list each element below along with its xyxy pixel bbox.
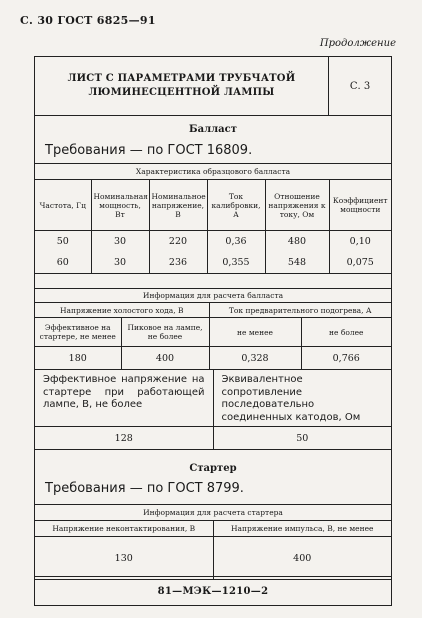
column-header: Коэффициент мощности: [332, 196, 388, 214]
effective-voltage-label: Эффективное напряжение на стартере при работающей лампе, В, не более: [35, 370, 214, 426]
column-header: Ток калибровки, А: [207, 180, 265, 231]
equivalent-resistance-label: Эквивалентное сопротивление последовательно соединенных катодов, Ом: [221, 374, 361, 423]
page-header: С. 30 ГОСТ 6825—91: [20, 14, 156, 27]
column-header: не более: [301, 318, 391, 347]
table-cell: 180: [35, 347, 121, 370]
table-cell: 548: [265, 252, 329, 274]
sheet-number: С. 3: [349, 80, 371, 92]
column-header: Напряжение холостого хода, В: [35, 303, 209, 318]
table-cell: 0,075: [329, 252, 391, 274]
table-cell: 60: [35, 252, 91, 274]
table-cell: 400: [213, 537, 391, 580]
column-header: не менее: [209, 318, 301, 347]
table-cell: 30: [91, 252, 149, 274]
column-header: Номинальное напряжение, В: [149, 180, 207, 231]
table-cell: 130: [35, 537, 213, 580]
ballast-requirement: Требования — по ГОСТ 16809.: [45, 143, 253, 158]
table-cell: 400: [121, 347, 209, 370]
column-header: Частота, Гц: [35, 180, 91, 231]
table-caption: Информация для расчета стартера: [35, 505, 391, 521]
table-caption: Информация для расчета балласта: [35, 289, 391, 303]
table-row: [35, 231, 391, 253]
continuation-label: Продолжение: [319, 38, 396, 49]
table-cell: 0,355: [207, 252, 265, 274]
column-header: Пиковое на лампе, не более: [121, 318, 209, 347]
ballast-heading: Балласт: [189, 124, 237, 135]
table-cell: 0,10: [329, 231, 391, 253]
title-block: [35, 57, 391, 116]
sheet-title: [35, 57, 329, 115]
column-header: Отношение напряжения к току, Ом: [265, 180, 329, 231]
table-cell: 220: [149, 231, 207, 253]
table-cell: 50: [35, 231, 91, 253]
column-header: Ток предварительного подогрева, А: [209, 303, 391, 318]
column-header: Напряжение импульса, В, не менее: [213, 521, 391, 537]
effective-values-row: [35, 427, 391, 450]
equivalent-resistance-value: 50: [296, 432, 309, 444]
starter-requirement: Требования — по ГОСТ 8799.: [45, 481, 244, 496]
sheet-title-line1: ЛИСТ С ПАРАМЕТРАМИ ТРУБЧАТОЙ: [67, 73, 296, 84]
column-header: Номинальная мощность, Вт: [91, 180, 149, 231]
table-row: [35, 347, 391, 370]
ballast-characteristics-table: [35, 163, 391, 274]
effective-values-block: [35, 370, 391, 427]
sheet-title-line2: ЛЮМИНЕСЦЕНТНОЙ ЛАМПЫ: [88, 87, 275, 98]
column-header: Эффективное на стартере, не менее: [35, 318, 121, 347]
starter-calc-table: [35, 504, 391, 580]
table-cell: 0,328: [209, 347, 301, 370]
table-cell: 30: [91, 231, 149, 253]
starter-heading: Стартер: [189, 463, 237, 474]
table-cell: 480: [265, 231, 329, 253]
table-row: [35, 537, 391, 580]
table-cell: 0,36: [207, 231, 265, 253]
effective-voltage-value: 128: [35, 427, 214, 449]
column-header: Напряжение неконтактирования, В: [35, 521, 213, 537]
table-cell: 236: [149, 252, 207, 274]
table-caption: Характеристика образцового балласта: [35, 164, 391, 180]
table-row: [35, 252, 391, 274]
table-cell: 0,766: [301, 347, 391, 370]
sheet-footer: 81—МЭК—1210—2: [35, 576, 391, 605]
ballast-calc-table: [35, 288, 391, 370]
lamp-parameter-sheet: [34, 56, 392, 606]
